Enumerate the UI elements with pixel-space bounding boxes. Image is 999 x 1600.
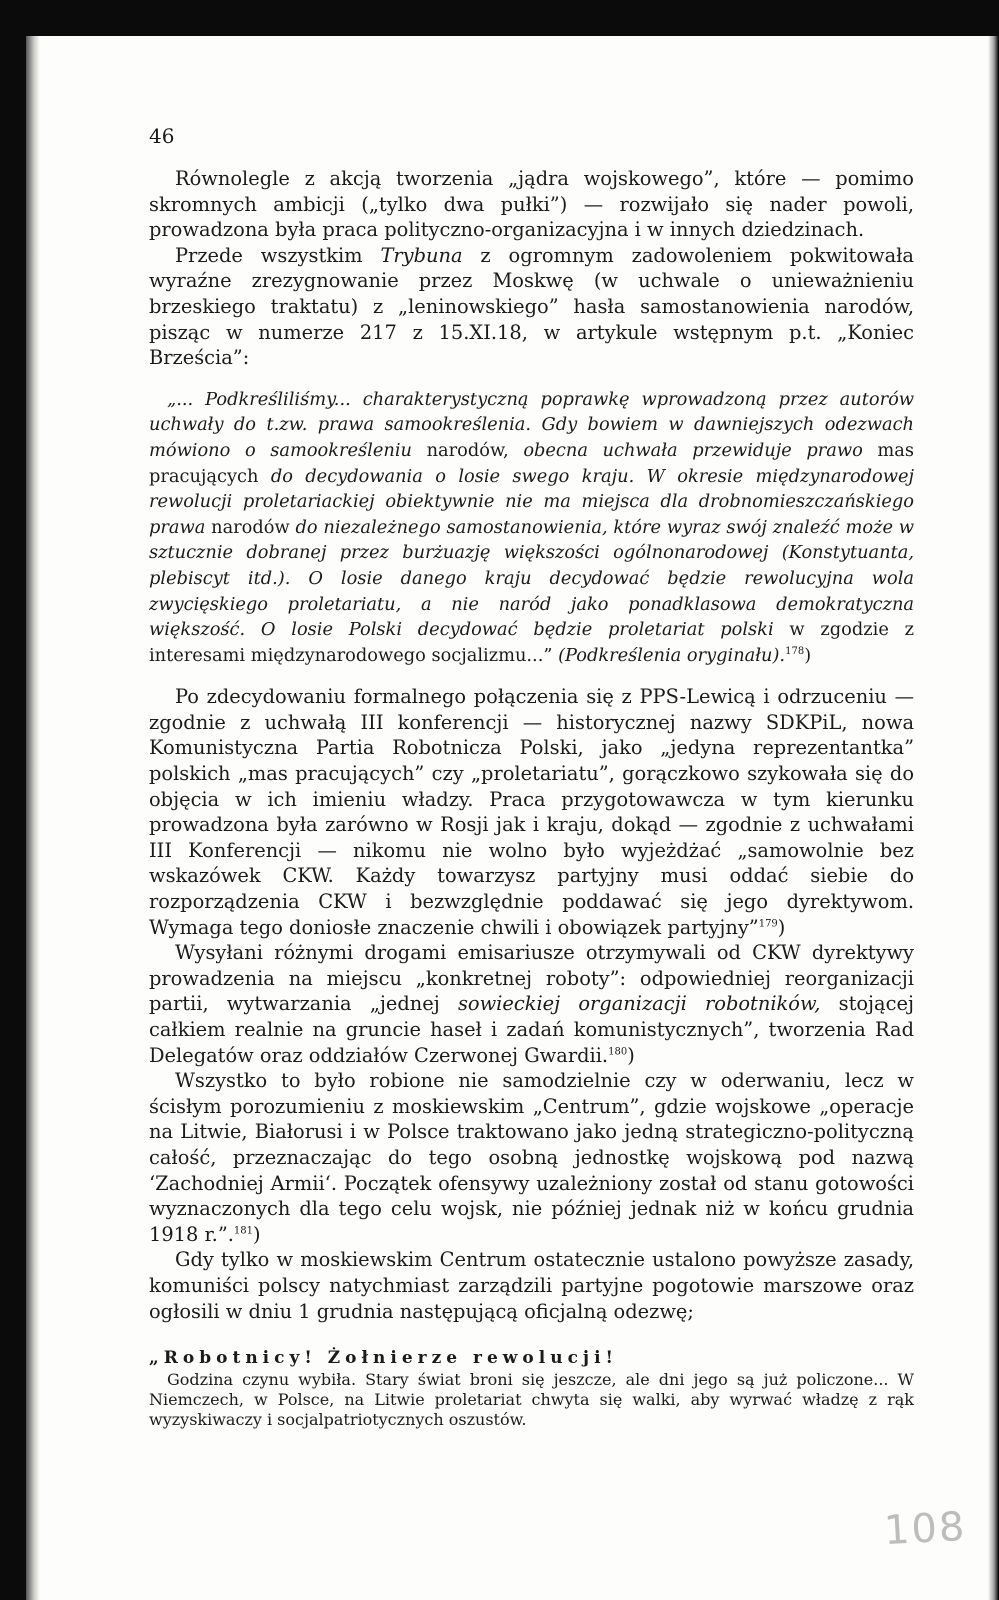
proclamation-heading: „Robotnicy! Żołnierze rewolucji!	[149, 1348, 619, 1369]
paragraph-4-end: )	[627, 1043, 635, 1067]
paragraph-2-text-a: Przede wszystkim	[175, 243, 381, 267]
paragraph-4-emphasis: sowieckiej organizacji robotników,	[457, 992, 821, 1016]
quote-part-4: mas pracujących	[149, 439, 914, 487]
document-page	[26, 36, 998, 1600]
quote-part-7: do niezależnego samostanowienia, które wyraz swój znaleźć może w sztucznie dobranej przez burżuazję większości ogólnonarodowej (Konstytuanta, plebiscyt itd.). O losie danego kraju decydować będzie rewolucyjna wola zwycięskiego proletariatu, a nie naród jako ponadklasowa demokratyczna większość. O losie Polski decydować będzie proletariat polski	[149, 516, 914, 641]
paragraph-6: Gdy tylko w moskiewskim Centrum ostatecznie ustalono powyższe zasady, komuniści polscy natychmiast zarządzili partyjne pogotowie marszowe oraz ogłosili w dniu 1 grudnia następującą oficjalną odezwę;	[149, 1248, 914, 1323]
quote-part-6: narodów	[205, 516, 296, 538]
quote-part-8: w zgodzie z interesami międzynarodowego socjalizmu...”	[149, 619, 914, 666]
paragraph-3-text: Po zdecydowaniu formalnego połączenia się z PPS-Lewicą i odrzuceniu — zgodnie z uchwałą III konferencji — historycznej nazwy SDKPiL, nowa Komunistyczna Partia Robotnicza Polski, jako „jedyna reprezentantka” polskich „mas pracujących” czy „proletariatu”, gorączkowo szykowała się do objęcia w ich imieniu władzy. Praca przygotowawcza w tym kierunku prowadzona była zarówno w Rosji jak i kraju, dokąd — zgodnie z uchwałami III Konferencji — nikomu nie wolno było wyjeżdżać „samowolnie bez wskazówek CKW. Każdy towarzysz partyjny musi oddać siebie do rozporządzenia CKW i bezwzględnie poddawać się jego dyrektywom. Wymaga tego doniosłe znaczenie chwili i obowiązek partyjny”	[149, 685, 914, 939]
footnote-ref-179: 179	[758, 918, 778, 930]
quote-end: )	[804, 644, 812, 666]
paragraph-5-end: )	[252, 1222, 261, 1246]
quote-part-5: do decydowania o losie swego kraju. W okresie międzynarodowej rewolucji proletariackiej obiektywnie nie ma miejsca dla drobnomieszczańskiego prawa	[149, 465, 914, 538]
quote-part-9: (Podkreślenia oryginału).	[558, 644, 786, 666]
trybuna-title: Trybuna	[380, 243, 463, 267]
paragraph-2-text-b: z ogromnym zadowoleniem pokwitowała wyraźne zrezygnowanie przez Moskwę (w uchwale o unieważnieniu brzeskiego traktatu) z „leninowskiego” hasła samostanowienia narodów, pisząc w numerze 217 z 15.XI.18, w artykule wstępnym p.t. „Koniec Brześcia”:	[149, 243, 914, 370]
paragraph-3-end: )	[777, 915, 786, 939]
quote-part-2: narodów,	[411, 439, 524, 461]
footnote-ref-181: 181	[233, 1225, 253, 1237]
paragraph-2	[149, 243, 914, 371]
quote-part-3: obecna uchwała przewiduje prawo	[523, 439, 863, 461]
trybuna-quote	[149, 387, 914, 669]
footnote-ref-180: 180	[608, 1046, 628, 1058]
paragraph-5	[149, 1068, 914, 1247]
paragraph-4	[149, 940, 914, 1068]
quote-part-1: „... Podkreśliliśmy... charakterystyczną poprawkę wprowadzoną przez autorów uchwały do t.zw. prawa samookreślenia. Gdy bowiem w dawniejszych odezwach mówiono o samookreśleniu	[149, 388, 914, 461]
page-number: 46	[149, 124, 175, 148]
paragraph-1: Równolegle z akcją tworzenia „jądra wojskowego”, które — pomimo skromnych ambicji („tylko dwa pułki”) — rozwijało się nader powoli, prowadzona była praca polityczno-organizacyjna i w innych dziedzinach.	[149, 167, 914, 242]
proclamation-text: Godzina czynu wybiła. Stary świat broni się jeszcze, ale dni jego są już policzone... W Niemczech, w Polsce, na Litwie proletariat chwyta się walki, aby wyrwać władzę z rąk wyzyskiwaczy i socjalpatriotycznych oszustów.	[149, 1370, 914, 1430]
binding-shadow	[26, 36, 40, 1600]
page-edge-shadow	[988, 36, 998, 1600]
handwritten-page-note: 108	[882, 1503, 968, 1555]
paragraph-5-text: Wszystko to było robione nie samodzielnie czy w oderwaniu, lecz w ścisłym porozumieniu z moskiewskim „Centrum”, gdzie wojskowe „operacje na Litwie, Białorusi i w Polsce traktowano jako jedną strategiczno-polityczną całość, przeznaczając do tego osobną jednostkę wojskową pod nazwą ‘Zachodniej Armii‘. Początek ofensywy uzależniony został od stanu gotowości wyznaczonych dla tego celu wojsk, nie później jednak niż w końcu grudnia 1918 r.”.	[149, 1069, 914, 1246]
page-content	[149, 124, 914, 1430]
footnote-ref-178: 178	[785, 645, 805, 657]
paragraph-3	[149, 684, 914, 940]
paragraph-4-text-a: Wysyłani różnymi drogami emisariusze otrzymywali od CKW dyrektywy prowadzenia na miejscu „konkretnej roboty”: odpowiedniej reorganizacji partii, wytwarzania „jednej	[149, 941, 914, 1016]
paragraph-4-text-b: stojącej całkiem realnie na gruncie haseł i zadań komunistycznych”, tworzenia Rad Delegatów oraz oddziałów Czerwonej Gwardii.	[149, 992, 914, 1067]
